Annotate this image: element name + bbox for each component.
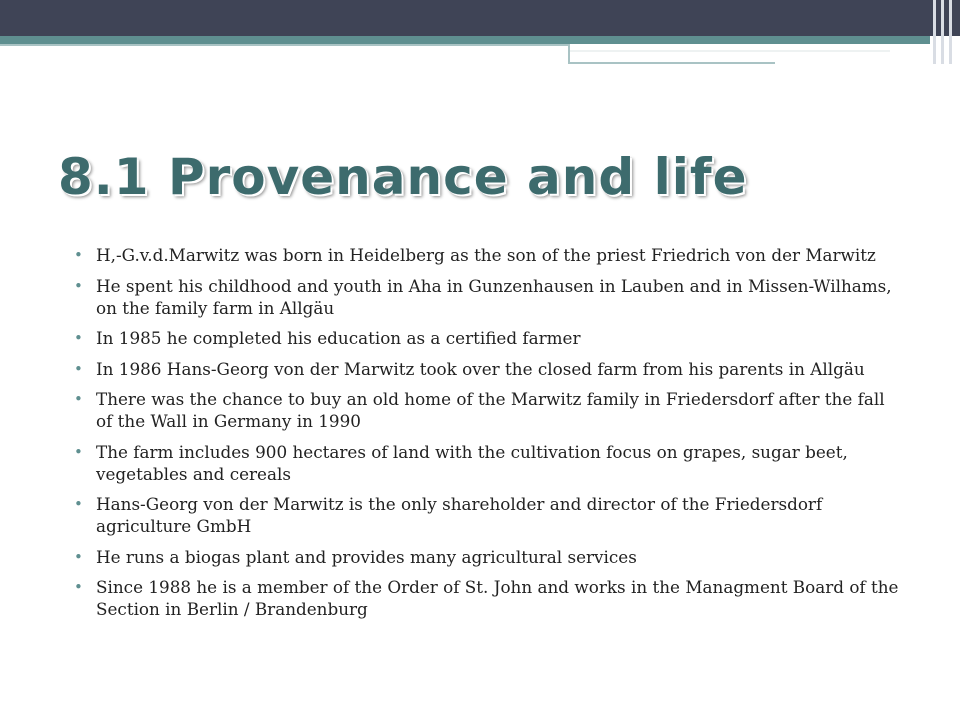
- header-decor-line: [949, 0, 952, 64]
- header-accent-step: [568, 44, 570, 64]
- header-accent-line-lower: [570, 62, 775, 64]
- bullet-item: • In 1985 he completed his education as a certified farmer: [72, 327, 902, 349]
- bullet-item: • The farm includes 900 hectares of land with the cultivation focus on grapes, sugar beet, vegetables and cereals: [72, 441, 902, 485]
- bullet-item: • He spent his childhood and youth in Aha in Gunzenhausen in Lauben and in Missen-Wilhams, on the family farm in Allgäu: [72, 275, 902, 319]
- header-teal-band: [0, 36, 930, 44]
- bullet-list: [72, 244, 902, 629]
- header-dark-band: [0, 0, 960, 36]
- header-accent-highlight: [570, 50, 890, 52]
- bullet-item: • Since 1988 he is a member of the Order of St. John and works in the Managment Board of the Section in Berlin / Brandenburg: [72, 576, 902, 620]
- bullet-item: • He runs a biogas plant and provides many agricultural services: [72, 546, 902, 568]
- bullet-item: • H,-G.v.d.Marwitz was born in Heidelberg as the son of the priest Friedrich von der Marwitz: [72, 244, 902, 266]
- header-accent-line: [0, 44, 568, 46]
- bullet-item: • In 1986 Hans-Georg von der Marwitz took over the closed farm from his parents in Allgäu: [72, 358, 902, 380]
- slide-title: 8.1 Provenance and life: [58, 148, 748, 206]
- header-decor-line: [941, 0, 944, 64]
- bullet-item: • Hans-Georg von der Marwitz is the only shareholder and director of the Friedersdorf agriculture GmbH: [72, 493, 902, 537]
- header-decor-line: [933, 0, 936, 64]
- bullet-item: • There was the chance to buy an old home of the Marwitz family in Friedersdorf after the fall of the Wall in Germany in 1990: [72, 388, 902, 432]
